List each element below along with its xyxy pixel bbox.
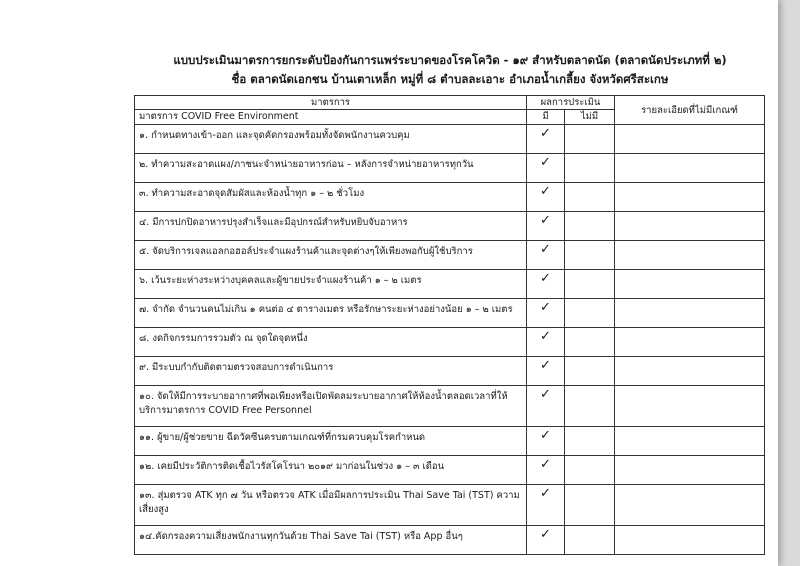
detail-cell (615, 212, 765, 241)
table-row (135, 270, 765, 299)
table-row (135, 183, 765, 212)
no-cell (565, 241, 615, 270)
yes-cell (527, 427, 565, 456)
table-row (135, 212, 765, 241)
no-cell (565, 357, 615, 386)
check-mark-icon: ✓ (540, 184, 551, 199)
measure-text: ๒. ทำความสะอาดแผง/ภาชนะจำหน่ายอาหารก่อน – หลังการจำหน่ายอาหารทุกวัน (135, 154, 527, 183)
check-mark-icon: ✓ (540, 428, 551, 443)
no-cell (565, 270, 615, 299)
check-mark-icon: ✓ (540, 242, 551, 257)
yes-cell (527, 241, 565, 270)
detail-cell (615, 241, 765, 270)
measure-text: ๑๔.คัดกรองความเสี่ยงพนักงานทุกวันด้วย Thai Save Tai (TST) หรือ App อื่นๆ (135, 526, 527, 555)
table-row (135, 328, 765, 357)
yes-cell (527, 357, 565, 386)
check-mark-icon: ✓ (540, 457, 551, 472)
measure-text: ๑. กำหนดทางเข้า-ออก และจุดคัดกรองพร้อมทั้งจัดพนักงานควบคุม (135, 125, 527, 154)
yes-cell (527, 154, 565, 183)
yes-cell (527, 299, 565, 328)
header-measure: มาตรการ (135, 96, 527, 110)
detail-cell (615, 183, 765, 212)
table-row (135, 456, 765, 485)
yes-cell (527, 456, 565, 485)
assessment-table (134, 95, 765, 555)
table-row (135, 154, 765, 183)
detail-cell (615, 386, 765, 427)
measure-text: ๔. มีการปกปิดอาหารปรุงสำเร็จและมีอุปกรณ์สำหรับหยิบจับอาหาร (135, 212, 527, 241)
no-cell (565, 485, 615, 526)
table-row (135, 125, 765, 154)
check-mark-icon: ✓ (540, 358, 551, 373)
check-mark-icon: ✓ (540, 329, 551, 344)
no-cell (565, 526, 615, 555)
measure-text: ๖. เว้นระยะห่างระหว่างบุคคลและผู้ขายประจำแผงร้านค้า ๑ – ๒ เมตร (135, 270, 527, 299)
detail-cell (615, 427, 765, 456)
check-mark-icon: ✓ (540, 271, 551, 286)
no-cell (565, 154, 615, 183)
check-mark-icon: ✓ (540, 527, 551, 542)
no-cell (565, 125, 615, 154)
header-yes: มี (527, 110, 565, 125)
detail-cell (615, 526, 765, 555)
table-row (135, 427, 765, 456)
table-row (135, 241, 765, 270)
measure-text: ๙. มีระบบกำกับติดตามตรวจสอบการดำเนินการ (135, 357, 527, 386)
check-mark-icon: ✓ (540, 387, 551, 402)
document-title: แบบประเมินมาตรการยกระดับป้องกันการแพร่ระบาดของโรคโควิด - ๑๙ สำหรับตลาดนัด (ตลาดนัดประเภทที่ ๒) (173, 53, 727, 67)
document-subtitle: ชื่อ ตลาดนัดเอกชน บ้านเตาเหล็ก หมู่ที่ ๘ ตำบลละเอาะ อำเภอน้ำเกลี้ยง จังหวัดศรีสะเกษ (231, 72, 669, 86)
measure-text: ๓. ทำความสะอาดจุดสัมผัสและห้องน้ำทุก ๑ – ๒ ชั่วโมง (135, 183, 527, 212)
no-cell (565, 212, 615, 241)
yes-cell (527, 212, 565, 241)
no-cell (565, 386, 615, 427)
detail-cell (615, 328, 765, 357)
yes-cell (527, 125, 565, 154)
detail-cell (615, 485, 765, 526)
header-no: ไม่มี (565, 110, 615, 125)
no-cell (565, 456, 615, 485)
check-mark-icon: ✓ (540, 486, 551, 501)
section-label: มาตรการ COVID Free Environment (135, 110, 527, 125)
no-cell (565, 328, 615, 357)
detail-cell (615, 154, 765, 183)
measure-text: ๕. จัดบริการเจลแอลกอฮอล์ประจำแผงร้านค้าและจุดต่างๆให้เพียงพอกับผู้ใช้บริการ (135, 241, 527, 270)
table-row (135, 485, 765, 526)
detail-cell (615, 456, 765, 485)
detail-cell (615, 125, 765, 154)
measure-text: ๘. งดกิจกรรมการรวมตัว ณ จุดใดจุดหนึ่ง (135, 328, 527, 357)
table-row (135, 526, 765, 555)
measure-text: ๑๑. ผู้ขาย/ผู้ช่วยขาย ฉีดวัคซีนครบตามเกณฑ์ที่กรมควบคุมโรคกำหนด (135, 427, 527, 456)
table-row (135, 357, 765, 386)
detail-cell (615, 270, 765, 299)
header-result: ผลการประเมิน (527, 96, 615, 110)
measure-text: ๑๓. สุ่มตรวจ ATK ทุก ๗ วัน หรือตรวจ ATK เมื่อมีผลการประเมิน Thai Save Tai (TST) ความเสี่ยงสูง (135, 485, 527, 526)
yes-cell (527, 328, 565, 357)
yes-cell (527, 183, 565, 212)
yes-cell (527, 270, 565, 299)
check-mark-icon: ✓ (540, 155, 551, 170)
yes-cell (527, 386, 565, 427)
table-row (135, 299, 765, 328)
yes-cell (527, 485, 565, 526)
check-mark-icon: ✓ (540, 126, 551, 141)
detail-cell (615, 299, 765, 328)
table-body (135, 125, 765, 555)
check-mark-icon: ✓ (540, 300, 551, 315)
table-row (135, 386, 765, 427)
no-cell (565, 427, 615, 456)
no-cell (565, 183, 615, 212)
measure-text: ๗. จำกัด จำนวนคนไม่เกิน ๑ คนต่อ ๔ ตารางเมตร หรือรักษาระยะห่างอย่างน้อย ๑ – ๒ เมตร (135, 299, 527, 328)
detail-cell (615, 357, 765, 386)
check-mark-icon: ✓ (540, 213, 551, 228)
header-detail: รายละเอียดที่ไม่มีเกณฑ์ (615, 96, 765, 125)
no-cell (565, 299, 615, 328)
yes-cell (527, 526, 565, 555)
measure-text: ๑๐. จัดให้มีการระบายอากาศที่พอเพียงหรือเปิดพัดลมระบายอากาศให้ห้องน้ำตลอดเวลาที่ให้บริการมาตรการ COVID Free Personnel (135, 386, 527, 427)
measure-text: ๑๒. เคยมีประวัติการติดเชื้อไวรัสโคโรนา ๒๐๑๙ มาก่อนในช่วง ๑ – ๓ เดือน (135, 456, 527, 485)
